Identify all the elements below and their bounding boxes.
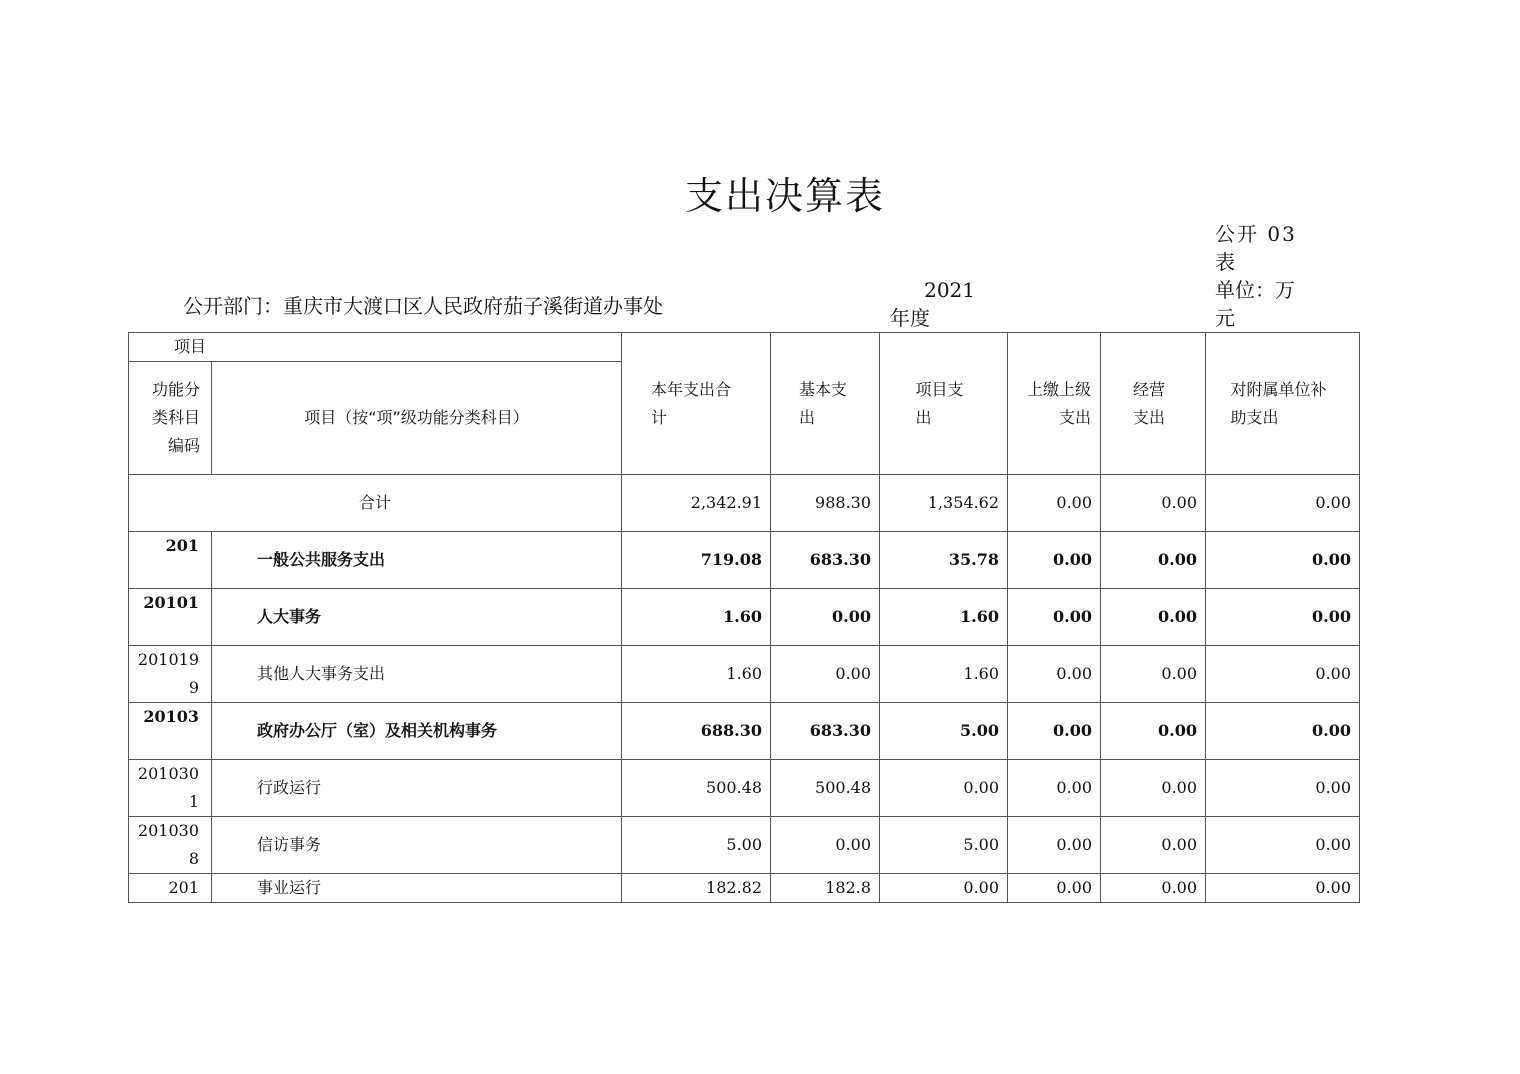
header-code: 功能分类科目编码 — [129, 362, 212, 475]
row-remit: 0.00 — [1008, 589, 1101, 646]
total-subsidy: 0.00 — [1206, 475, 1360, 532]
row-name: 行政运行 — [212, 760, 622, 817]
expenditure-table — [128, 332, 1360, 903]
row-name: 政府办公厅（室）及相关机构事务 — [212, 703, 622, 760]
total-business: 0.00 — [1101, 475, 1206, 532]
department-label: 公开部门：重庆市大渡口区人民政府茄子溪街道办事处 — [183, 294, 663, 318]
row-name: 一般公共服务支出 — [212, 532, 622, 589]
header-total: 本年支出合计 — [622, 333, 771, 475]
row-basic: 0.00 — [771, 646, 880, 703]
year-suffix: 年度 — [890, 306, 930, 330]
row-total: 719.08 — [622, 532, 771, 589]
row-project: 0.00 — [880, 874, 1008, 903]
table-row — [129, 817, 1360, 874]
row-business: 0.00 — [1101, 703, 1206, 760]
row-subsidy: 0.00 — [1206, 646, 1360, 703]
row-code: 20103 — [129, 703, 212, 760]
row-business: 0.00 — [1101, 589, 1206, 646]
row-business: 0.00 — [1101, 817, 1206, 874]
row-basic: 0.00 — [771, 589, 880, 646]
row-business: 0.00 — [1101, 760, 1206, 817]
row-total: 182.82 — [622, 874, 771, 903]
header-remit: 上缴上级支出 — [1008, 333, 1101, 475]
row-remit: 0.00 — [1008, 817, 1101, 874]
row-total: 1.60 — [622, 646, 771, 703]
row-business: 0.00 — [1101, 874, 1206, 903]
total-project: 1,354.62 — [880, 475, 1008, 532]
row-project: 1.60 — [880, 589, 1008, 646]
header-project-expense: 项目支出 — [880, 333, 1008, 475]
table-row — [129, 532, 1360, 589]
row-remit: 0.00 — [1008, 646, 1101, 703]
table-row — [129, 874, 1360, 903]
total-label: 合计 — [129, 475, 622, 532]
row-business: 0.00 — [1101, 646, 1206, 703]
total-remit: 0.00 — [1008, 475, 1101, 532]
header-name: 项目（按“项”级功能分类科目） — [212, 362, 622, 475]
row-name: 其他人大事务支出 — [212, 646, 622, 703]
row-subsidy: 0.00 — [1206, 532, 1360, 589]
header-project: 项目 — [129, 333, 622, 362]
row-total: 500.48 — [622, 760, 771, 817]
total-row — [129, 475, 1360, 532]
row-subsidy: 0.00 — [1206, 589, 1360, 646]
table-row — [129, 703, 1360, 760]
unit-label: 单位：万元 — [1215, 278, 1295, 330]
header-business: 经营支出 — [1101, 333, 1206, 475]
table-row — [129, 760, 1360, 817]
row-subsidy: 0.00 — [1206, 703, 1360, 760]
row-basic: 683.30 — [771, 532, 880, 589]
row-basic: 182.8 — [771, 874, 880, 903]
row-remit: 0.00 — [1008, 874, 1101, 903]
table-row — [129, 589, 1360, 646]
row-code: 2010199 — [129, 646, 212, 703]
row-name: 事业运行 — [212, 874, 622, 903]
row-remit: 0.00 — [1008, 760, 1101, 817]
row-subsidy: 0.00 — [1206, 874, 1360, 903]
row-code: 2010301 — [129, 760, 212, 817]
row-code: 201 — [129, 532, 212, 589]
row-basic: 500.48 — [771, 760, 880, 817]
row-subsidy: 0.00 — [1206, 760, 1360, 817]
row-project: 1.60 — [880, 646, 1008, 703]
row-total: 688.30 — [622, 703, 771, 760]
row-basic: 0.00 — [771, 817, 880, 874]
row-code: 20101 — [129, 589, 212, 646]
header-basic: 基本支出 — [771, 333, 880, 475]
row-code: 201 — [129, 874, 212, 903]
row-business: 0.00 — [1101, 532, 1206, 589]
form-number: 公开 03 表 — [1215, 222, 1297, 274]
row-project: 35.78 — [880, 532, 1008, 589]
row-remit: 0.00 — [1008, 532, 1101, 589]
header-subsidy: 对附属单位补助支出 — [1206, 333, 1360, 475]
total-basic: 988.30 — [771, 475, 880, 532]
row-basic: 683.30 — [771, 703, 880, 760]
row-total: 5.00 — [622, 817, 771, 874]
year-label — [890, 276, 980, 332]
row-total: 1.60 — [622, 589, 771, 646]
row-name: 信访事务 — [212, 817, 622, 874]
page-title: 支出决算表 — [684, 174, 885, 218]
total-total: 2,342.91 — [622, 475, 771, 532]
year-number: 2021 — [924, 278, 975, 302]
row-project: 0.00 — [880, 760, 1008, 817]
row-code: 2010308 — [129, 817, 212, 874]
table-row — [129, 646, 1360, 703]
row-project: 5.00 — [880, 817, 1008, 874]
row-name: 人大事务 — [212, 589, 622, 646]
row-remit: 0.00 — [1008, 703, 1101, 760]
row-subsidy: 0.00 — [1206, 817, 1360, 874]
row-project: 5.00 — [880, 703, 1008, 760]
